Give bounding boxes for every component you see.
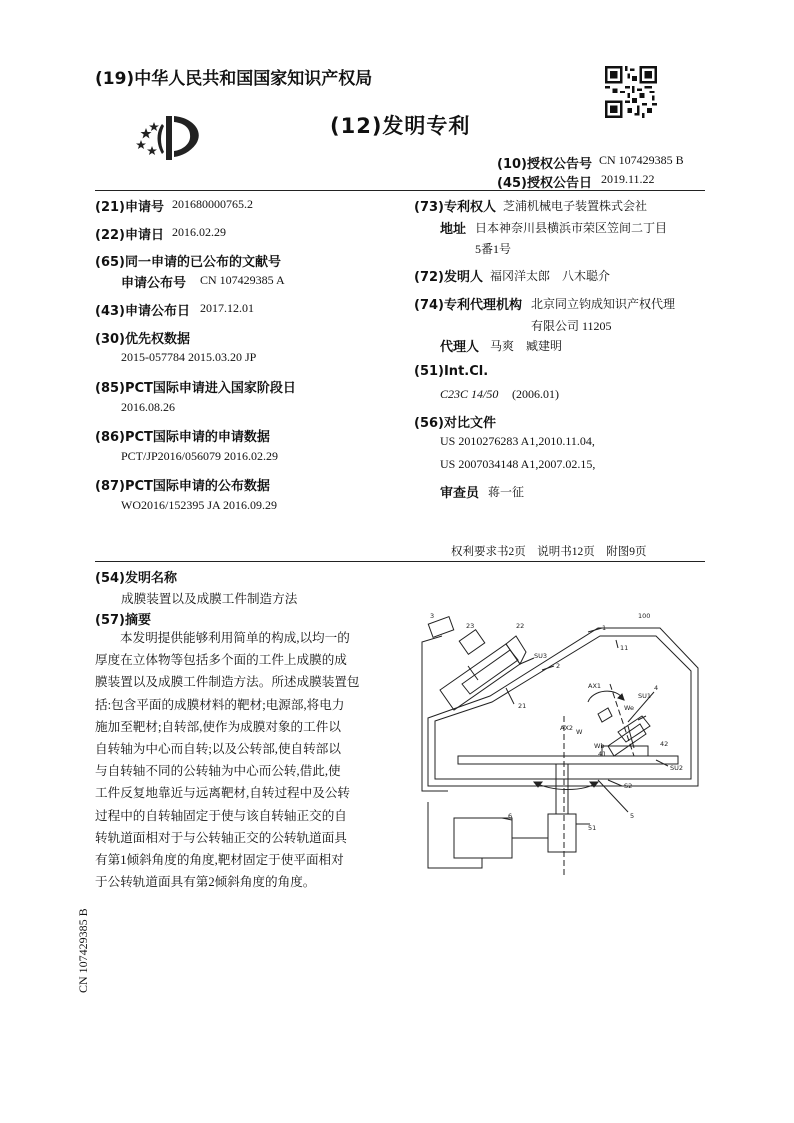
svg-text:AX2: AX2 — [560, 724, 574, 732]
abstract-line: 工件反复地靠近与远离靶材,自转过程中及公转 — [95, 786, 351, 801]
abstract-line: 于公转轨道面具有第2倾斜角度的角度。 — [95, 875, 316, 890]
ref-2: US 2007034148 A1,2007.02.15, — [440, 457, 596, 471]
abstract-line: 施加至靶材;自转部,使作为成膜对象的工件以 — [95, 719, 341, 734]
examiner-label: 审查员 — [440, 486, 480, 501]
abstract-line: 膜装置以及成膜工件制造方法。所述成膜装置包 — [95, 675, 360, 690]
intcl-label: (51)Int.Cl. — [414, 364, 489, 379]
intcl-code: C23C 14/50 — [440, 387, 499, 401]
svg-text:W: W — [576, 728, 583, 736]
agent-label: 代理人 — [440, 340, 480, 355]
prior-pub-sub-label: 申请公布号 — [121, 276, 187, 291]
priority-value: 2015-057784 2015.03.20 JP — [121, 350, 257, 364]
svg-text:100: 100 — [638, 612, 651, 620]
svg-text:4: 4 — [654, 684, 659, 692]
abstract-line: 括:包含平面的成膜材料的靶材;电源部,将电力 — [95, 697, 345, 712]
agency-line1: 北京同立钧成知识产权代理 — [531, 297, 676, 311]
abstract-line: 过程中的自转轴固定于使与该自转轴正交的自 — [95, 808, 347, 823]
agency-line2: 有限公司 11205 — [531, 319, 612, 333]
intcl-year: (2006.01) — [512, 387, 559, 401]
svg-text:21: 21 — [518, 702, 527, 710]
svg-text:6: 6 — [508, 812, 513, 820]
pages-info: 权利要求书2页 说明书12页 附图9页 — [451, 546, 647, 558]
pct-entry-label: (85)PCT国际申请进入国家阶段日 — [95, 381, 296, 396]
inventor-label: (72)发明人 — [414, 270, 483, 285]
priority-label: (30)优先权数据 — [95, 332, 190, 347]
address-line1: 日本神奈川县横浜市荣区笠间二丁目 — [475, 221, 668, 235]
app-pub-date-value: 2017.12.01 — [200, 301, 254, 315]
svg-text:11: 11 — [620, 644, 629, 652]
svg-text:Wb: Wb — [594, 742, 605, 750]
pub-date-value: 2019.11.22 — [601, 172, 655, 186]
svg-text:23: 23 — [466, 622, 475, 630]
pct-entry-value: 2016.08.26 — [121, 400, 175, 414]
pct-app-label: (86)PCT国际申请的申请数据 — [95, 430, 270, 445]
patentee-label: (73)专利权人 — [414, 200, 496, 215]
svg-text:SU3: SU3 — [534, 652, 548, 660]
pct-pub-label: (87)PCT国际申请的公布数据 — [95, 479, 270, 494]
section-divider — [95, 561, 705, 562]
abstract-line: 厚度在立体物等包括多个面的工件上成膜的成 — [95, 653, 347, 668]
abstract-label: (57)摘要 — [95, 613, 151, 628]
svg-text:42: 42 — [660, 740, 669, 748]
svg-text:1: 1 — [602, 624, 607, 632]
svg-text:We: We — [624, 704, 635, 712]
address-line2: 5番1号 — [475, 242, 512, 256]
svg-text:5: 5 — [630, 812, 635, 820]
svg-text:2: 2 — [556, 662, 561, 670]
app-no-label: (21)申请号 — [95, 200, 164, 215]
abstract-line: 本发明提供能够利用简单的构成,以均一的 — [120, 631, 350, 645]
office-name: (19)中华人民共和国国家知识产权局 — [95, 69, 373, 89]
app-date-value: 2016.02.29 — [172, 225, 226, 239]
app-pub-date-label: (43)申请公布日 — [95, 304, 190, 319]
svg-text:S2: S2 — [624, 782, 633, 790]
app-no-value: 201680000765.2 — [172, 197, 253, 211]
title-label: (54)发明名称 — [95, 571, 177, 586]
invention-title: 成膜装置以及成膜工件制造方法 — [121, 592, 298, 606]
cnipa-logo — [132, 110, 206, 164]
svg-text:22: 22 — [516, 622, 525, 630]
pct-pub-value: WO2016/152395 JA 2016.09.29 — [121, 498, 277, 512]
pub-no-label: (10)授权公告号 — [497, 157, 592, 172]
patent-type: (12)发明专利 — [330, 114, 471, 138]
patent-figure — [402, 606, 708, 882]
svg-text:51: 51 — [588, 824, 597, 832]
abstract-text — [95, 627, 382, 893]
svg-text:SU2: SU2 — [670, 764, 684, 772]
examiner-value: 蒋一征 — [488, 485, 525, 499]
prior-pub-label: (65)同一申请的已公布的文献号 — [95, 255, 281, 270]
agent-value: 马爽 臧建明 — [490, 339, 563, 353]
pub-no-value: CN 107429385 B — [599, 153, 684, 167]
refs-label: (56)对比文件 — [414, 416, 496, 431]
patentee-value: 芝浦机械电子装置株式会社 — [503, 199, 648, 213]
abstract-line: 转轨道面相对于与公转轴正交的公转轨道面具 — [95, 830, 347, 845]
address-label: 地址 — [440, 222, 467, 237]
svg-text:AX1: AX1 — [588, 682, 602, 690]
abstract-line: 自转轴为中心而自转;以及公转部,使自转部以 — [95, 742, 341, 757]
inventor-value: 福冈洋太郎 八木聪介 — [490, 269, 611, 283]
app-date-label: (22)申请日 — [95, 228, 164, 243]
header-divider — [95, 190, 705, 191]
svg-text:3: 3 — [430, 612, 435, 620]
pub-date-label: (45)授权公告日 — [497, 176, 592, 191]
pct-app-value: PCT/JP2016/056079 2016.02.29 — [121, 449, 279, 463]
svg-text:41: 41 — [598, 750, 607, 758]
ref-1: US 2010276283 A1,2010.11.04, — [440, 434, 595, 448]
agency-label: (74)专利代理机构 — [414, 298, 522, 313]
abstract-line: 与自转轴不同的公转轴为中心而公转,借此,使 — [95, 764, 341, 779]
spine-pub-number: CN 107429385 B — [76, 908, 90, 993]
abstract-line: 有第1倾斜角度的角度,靶材固定于使平面相对 — [95, 853, 344, 868]
prior-pub-value: CN 107429385 A — [200, 273, 285, 287]
svg-text:SU1: SU1 — [638, 692, 652, 700]
qr-code — [605, 66, 657, 118]
